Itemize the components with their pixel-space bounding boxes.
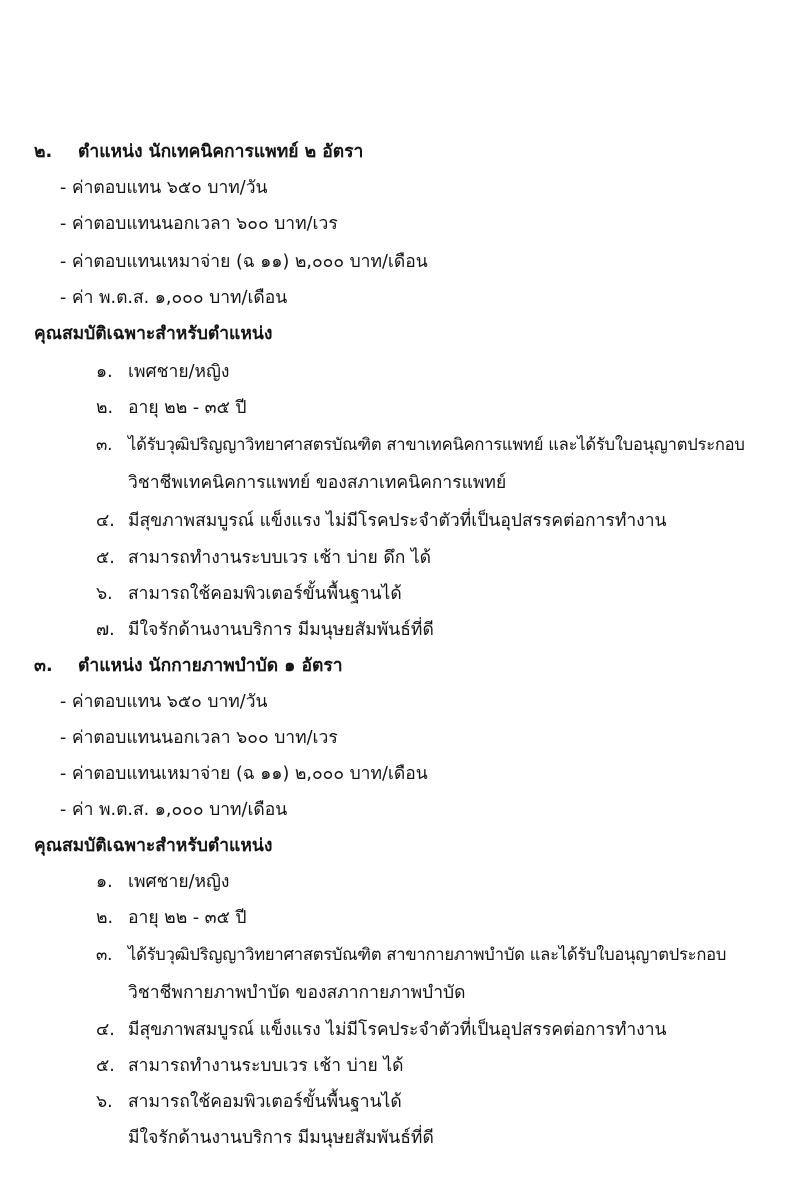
- section-3-qualification-5: [96, 1058, 404, 1076]
- section-3-title: ตำแหน่ง นักกายภาพบำบัด ๑ อัตรา: [78, 656, 343, 676]
- section-2-qualification-3-continuation: วิชาชีพเทคนิคการแพทย์ ของสภาเทคนิคการแพทย์: [128, 473, 507, 493]
- section-3-qualification-1: [96, 874, 229, 892]
- section-2-qualification-2: [96, 400, 247, 418]
- section-2-qualification-7: [96, 622, 434, 640]
- qualification-number: ๑.: [96, 362, 113, 382]
- qualification-text: มีสุขภาพสมบูรณ์ แข็งแรง ไม่มีโรคประจำตัวที่เป็นอุปสรรคต่อการทำงาน: [128, 511, 667, 531]
- qualification-number: ๖.: [96, 1092, 113, 1112]
- section-2-qualification-1: [96, 364, 229, 382]
- qualification-number: ๓.: [96, 945, 113, 964]
- qualification-number: ๑.: [96, 872, 113, 892]
- qualification-number: ๔.: [96, 1020, 115, 1040]
- section-3-qualification-3-continuation: วิชาชีพกายภาพบำบัด ของสภากายภาพบำบัด: [128, 983, 466, 1003]
- qualification-number: ๕.: [96, 1056, 115, 1076]
- qualification-text: ได้รับวุฒิปริญญาวิทยาศาสตรบัณฑิต สาขาเทคนิคการแพทย์ และได้รับใบอนุญาตประกอบ: [128, 435, 745, 454]
- qualification-number: ๗.: [96, 620, 115, 640]
- section-2-qualification-5: [96, 550, 431, 568]
- qualification-text: อายุ ๒๒ - ๓๕ ปี: [128, 398, 247, 418]
- qualification-text: เพศชาย/หญิง: [128, 362, 230, 382]
- section-3-number: ๓.: [34, 656, 53, 676]
- section-2-pay-lump-sum: - ค่าตอบแทนเหมาจ่าย (ฉ ๑๑) ๒,๐๐๐ บาท/เดือน: [60, 252, 428, 272]
- section-2-qualification-3: [96, 437, 745, 454]
- section-2-pay-overtime: - ค่าตอบแทนนอกเวลา ๖๐๐ บาท/เวร: [60, 214, 338, 234]
- section-3-qualifications-heading: คุณสมบัติเฉพาะสำหรับตำแหน่ง: [34, 836, 273, 856]
- qualification-text: มีใจรักด้านงานบริการ มีมนุษยสัมพันธ์ที่ดี: [128, 620, 434, 640]
- qualification-number: ๔.: [96, 511, 115, 531]
- section-3-qualification-6-continuation: มีใจรักด้านงานบริการ มีมนุษยสัมพันธ์ที่ดี: [128, 1128, 434, 1148]
- section-2-number: ๒.: [34, 142, 53, 162]
- section-3-pay-overtime: - ค่าตอบแทนนอกเวลา ๖๐๐ บาท/เวร: [60, 728, 338, 748]
- section-3-qualification-6: [96, 1094, 402, 1112]
- qualification-number: ๒.: [96, 398, 114, 418]
- qualification-text: เพศชาย/หญิง: [128, 872, 230, 892]
- qualification-text: ได้รับวุฒิปริญญาวิทยาศาสตรบัณฑิต สาขากายภาพบำบัด และได้รับใบอนุญาตประกอบ: [128, 945, 727, 964]
- qualification-number: ๕.: [96, 548, 115, 568]
- section-3-pay-daily: - ค่าตอบแทน ๖๕๐ บาท/วัน: [60, 692, 268, 712]
- qualification-text: สามารถทำงานระบบเวร เช้า บ่าย ได้: [128, 1056, 404, 1076]
- section-2-qualifications-heading: คุณสมบัติเฉพาะสำหรับตำแหน่ง: [34, 324, 273, 344]
- qualification-text: สามารถทำงานระบบเวร เช้า บ่าย ดึก ได้: [128, 548, 432, 568]
- section-3-heading: [34, 658, 343, 676]
- section-2-title: ตำแหน่ง นักเทคนิคการแพทย์ ๒ อัตรา: [78, 142, 364, 162]
- qualification-text: อายุ ๒๒ - ๓๕ ปี: [128, 908, 247, 928]
- section-3-pay-pts: - ค่า พ.ต.ส. ๑,๐๐๐ บาท/เดือน: [60, 800, 288, 820]
- qualification-number: ๒.: [96, 908, 114, 928]
- qualification-number: ๖.: [96, 584, 113, 604]
- section-2-heading: [34, 144, 363, 162]
- qualification-number: ๓.: [96, 435, 113, 454]
- qualification-text: มีสุขภาพสมบูรณ์ แข็งแรง ไม่มีโรคประจำตัวที่เป็นอุปสรรคต่อการทำงาน: [128, 1020, 667, 1040]
- section-2-qualification-6: [96, 586, 402, 604]
- qualification-text: สามารถใช้คอมพิวเตอร์ขั้นพื้นฐานได้: [128, 1092, 402, 1112]
- section-3-qualification-2: [96, 910, 247, 928]
- qualification-text: สามารถใช้คอมพิวเตอร์ขั้นพื้นฐานได้: [128, 584, 402, 604]
- section-3-pay-lump-sum: - ค่าตอบแทนเหมาจ่าย (ฉ ๑๑) ๒,๐๐๐ บาท/เดือน: [60, 764, 428, 784]
- section-3-qualification-3: [96, 947, 726, 964]
- section-3-qualification-4: [96, 1022, 667, 1040]
- section-2-pay-daily: - ค่าตอบแทน ๖๕๐ บาท/วัน: [60, 178, 268, 198]
- section-2-qualification-4: [96, 513, 667, 531]
- section-2-pay-pts: - ค่า พ.ต.ส. ๑,๐๐๐ บาท/เดือน: [60, 288, 288, 308]
